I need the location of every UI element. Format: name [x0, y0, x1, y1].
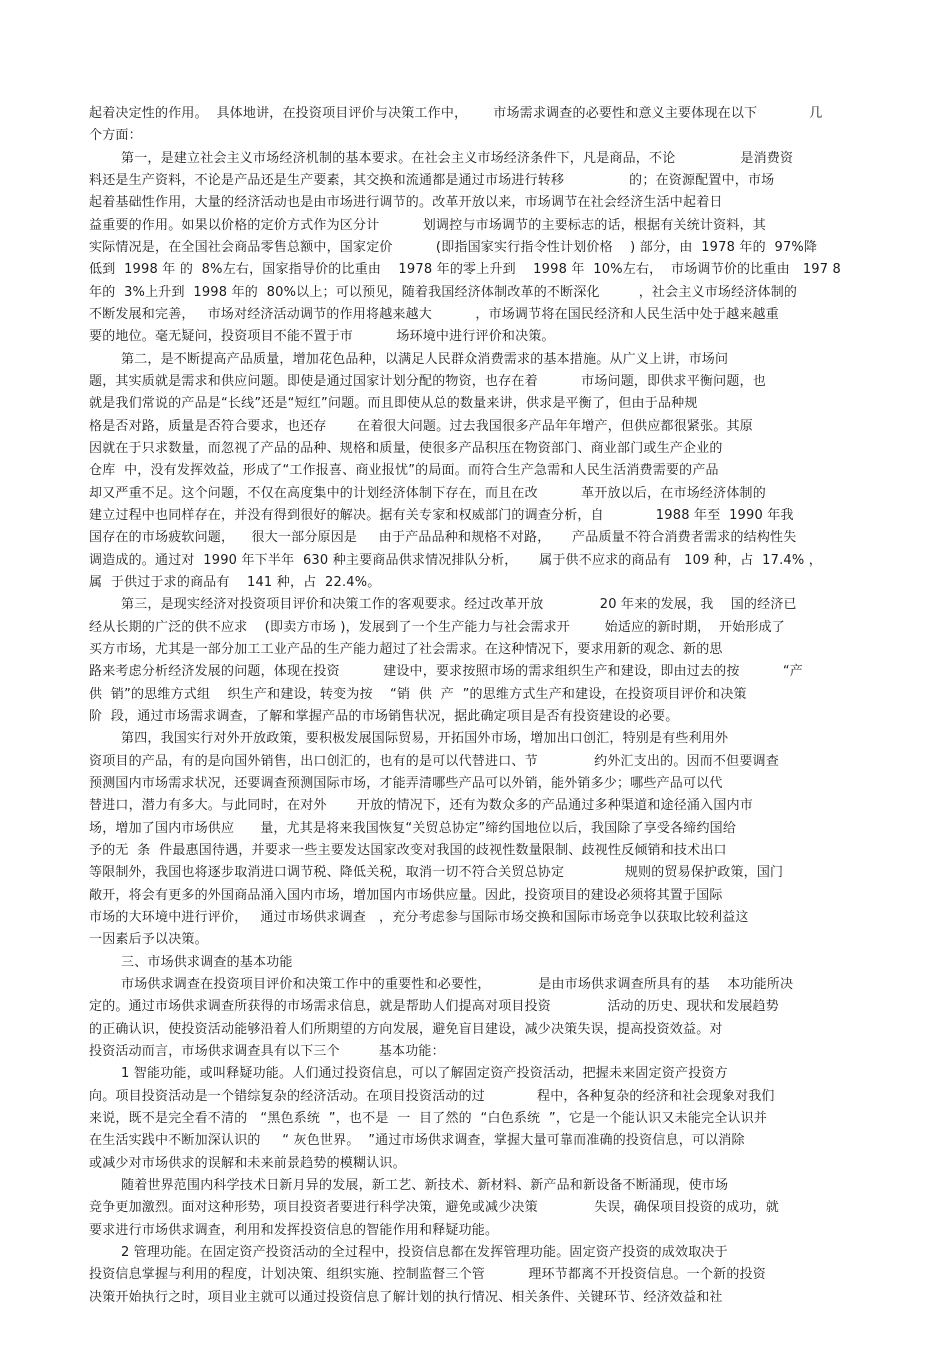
text-line: 的正确认识，使投资活动能够沿着人们所期望的方向发展，避免盲目建设，减少决策失误，提高投资效益。对	[89, 1022, 723, 1037]
text-line: 2 管理功能。在固定资产投资活动的全过程中，投资信息都在发挥管理功能。固定资产投资的成效取决于	[121, 1245, 728, 1260]
text-line: 就是我们常说的产品是“长线”还是“短红”问题。而且即使从总的数量来讲，供求是平衡了，但由于品种规	[89, 396, 698, 411]
text-line: 随着世界范围内科学技术日新月异的发展，新工艺、新技术、新材料、新产品和新设备不断涌现，使市场	[121, 1178, 729, 1193]
text-line: 料还是生产资料，不论是产品还是生产要素，其交换和流通都是通过市场进行转移 的；在资源配置中，市场	[89, 173, 775, 188]
text-line: 格是否对路，质量是否符合要求，也还存 在着很大问题。过去我国很多产品年年增产，但供应都很紧张。其原	[89, 419, 753, 434]
text-line: 却又严重不足。这个问题，不仅在高度集中的计划经济体制下存在，而且在改 革开放以后，在市场经济体制的	[89, 486, 766, 501]
text-line: 第二，是不断提高产品质量，增加花色品种，以满足人民群众消费需求的基本措施。从广义上讲，市场问	[121, 352, 729, 367]
text-line: 一因素后予以决策。	[89, 932, 208, 947]
text-line: 竞争更加激烈。面对这种形势，项目投资者要进行科学决策，避免或减少决策 失误，确保项目投资的成功，就	[89, 1200, 779, 1215]
text-line: 决策开始执行之时，项目业主就可以通过投资信息了解计划的执行情况、相关条件、关键环节、经济效益和社	[89, 1290, 723, 1305]
text-line: 题，其实质就是需求和供应问题。即使是通过国家计划分配的物资，也存在着 市场问题，即供求平衡问题，也	[89, 374, 766, 389]
text-line: 年的 3%上升到 1998 年的 80%以上；可以预见，随着我国经济体制改革的不断深化 ，社会主义市场经济体制的	[89, 285, 798, 300]
text-line: 市场供求调查在投资项目评价和决策工作中的重要性和必要性， 是由市场供求调查所具有的基 本功能所决	[121, 977, 794, 992]
text-line: 要求进行市场供求调查，利用和发挥投资信息的智能作用和释疑功能。	[89, 1223, 499, 1238]
text-line: 投资信息掌握与利用的程度，计划决策、组织实施、控制监督三个管 理环节都离不开投资信息。一个新的投资	[89, 1267, 766, 1282]
text-line: 要的地位。毫无疑问，投资项目不能不置于市 场环境中进行评价和决策。	[89, 329, 555, 344]
text-line: 调造成的。通过对 1990 年下半年 630 种主要商品供求情况排队分析， 属于供不应求的商品有 109 种，占 17.4% ，	[89, 553, 822, 568]
text-line: 路来考虑分析经济发展的问题，体现在投资 建设中，要求按照市场的需求组织生产和建设，即由过去的按 “产	[89, 664, 803, 679]
text-line: 定的。通过市场供求调查所获得的市场需求信息，就是帮助人们提高对项目投资 活动的历史、现状和发展趋势	[89, 999, 779, 1014]
text-line: 敞开，将会有更多的外国商品涌入国内市场，增加国内市场供应量。因此，投资项目的建设必须将其置于国际	[89, 888, 723, 903]
text-line: 阶 段，通过市场需求调查，了解和掌握产品的市场销售状况，据此确定项目是否有投资建设的必要。	[89, 709, 679, 724]
text-line: 场，增加了国内市场供应 量，尤其是将来我国恢复“关贸总协定”缔约国地位以后，我国除了享受各缔约国给	[89, 821, 737, 836]
text-line: 在生活实践中不断加深认识的 “ 灰色世界。 ”通过市场供求调查，掌握大量可靠而准确的投资信息，可以消除	[89, 1133, 745, 1148]
text-line: 予的无 条 件最惠国待遇，并要求一些主要发达国家改变对我国的歧视性数量限制、歧视性反倾销和技术出口	[89, 843, 727, 858]
text-line: 等限制外，我国也将逐步取消进口调节税、降低关税，取消一切不符合关贸总协定 规则的贸易保护政策，国门	[89, 865, 784, 880]
text-line: 起着决定性的作用。 具体地讲，在投资项目评价与决策工作中， 市场需求调查的必要性和意义主要体现在以下 几	[89, 106, 823, 121]
text-line: 不断发展和完善， 市场对经济活动调节的作用将越来越大 ，市场调节将在国民经济和人民生活中处于越来越重	[89, 307, 779, 322]
text-line: 买方市场，尤其是一部分加工工业产品的生产能力超过了社会需求。在这种情况下，要求用新的观念、新的思	[89, 642, 723, 657]
text-line: 来说，既不是完全看不清的 “黑色系统 ”，也不是 一 目了然的 “白色系统 ”，它是一个能认识又未能完全认识并	[89, 1111, 768, 1126]
text-line: 经从长期的广泛的供不应求 (即卖方市场 )，发展到了一个生产能力与社会需求开 始适应的新时期， 开始形成了	[89, 620, 785, 635]
text-line: 低到 1998 年 的 8%左右，国家指导价的比重由 1978 年的零上升到 1998 年 10%左右， 市场调节价的比重由 197 8	[89, 262, 842, 277]
text-line: 属 于供过于求的商品有 141 种，占 22.4%。	[89, 575, 381, 590]
text-line: 向。项目投资活动是一个错综复杂的经济活动。在项目投资活动的过 程中，各种复杂的经济和社会现象对我们	[89, 1089, 775, 1104]
text-line: 建立过程中也同样存在，并没有得到很好的解决。据有关专家和权威部门的调查分析，自 1988 年至 1990 年我	[89, 508, 794, 523]
text-line: 第一，是建立社会主义市场经济机制的基本要求。在社会主义市场经济条件下，凡是商品，不论 是消费资	[121, 151, 794, 166]
text-line: 第三，是现实经济对投资项目评价和决策工作的客观要求。经过改革开放 20 年来的发展，我 国的经济已	[121, 597, 797, 612]
text-line: 第四，我国实行对外开放政策，要积极发展国际贸易，开拓国外市场，增加出口创汇，特别是有些利用外	[121, 731, 729, 746]
text-line: 预测国内市场需求状况，还要调查预测国际市场，才能弄清哪些产品可以外销，能外销多少；哪些产品可以代	[89, 776, 723, 791]
text-line: 供 销”的思维方式组 织生产和建设，转变为按 “销 供 产 ”的思维方式生产和建设，在投资项目评价和决策	[89, 687, 747, 702]
text-line: 投资活动而言，市场供求调查具有以下三个 基本功能：	[89, 1044, 445, 1059]
text-line: 市场的大环境中进行评价， 通过市场供求调查 ，充分考虑参与国际市场交换和国际市场竞争以获取比较利益这	[89, 910, 749, 925]
section-heading: 三、市场供求调查的基本功能	[121, 955, 293, 970]
text-line: 资项目的产品，有的是向国外销售，出口创汇的，也有的是可以代替进口、节 约外汇支出的。因而不但要调查	[89, 754, 779, 769]
text-line: 1 智能功能，或叫释疑功能。人们通过投资信息，可以了解固定资产投资活动，把握未来固定资产投资方	[121, 1066, 728, 1081]
text-line: 国存在的市场疲软问题， 很大一部分原因是 由于产品品种和规格不对路， 产品质量不符合消费者需求的结构性失	[89, 530, 797, 545]
text-line: 起着基础性作用，大量的经济活动也是由市场进行调节的。改革开放以来，市场调节在社会经济生活中起着日	[89, 195, 723, 210]
text-line: 益重要的作用。如果以价格的定价方式作为区分计 划调控与市场调节的主要标志的话，根据有关统计资料，其	[89, 218, 766, 233]
text-line: 仓库 中，没有发挥效益，形成了“工作报喜、商业报忧”的局面。而符合生产急需和人民生活消费需要的产品	[89, 463, 719, 478]
text-line: 或减少对市场供求的误解和未来前景趋势的模糊认识。	[89, 1156, 406, 1171]
text-line: 实际情况是，在全国社会商品零售总额中，国家定价 (即指国家实行指令性计划价格 ) 部分，由 1978 年的 97%降	[89, 240, 818, 255]
text-line: 因就在于只求数量，而忽视了产品的品种、规格和质量，使很多产品积压在物资部门、商业部门或生产企业的	[89, 441, 723, 456]
text-line: 个方面：	[89, 128, 142, 143]
text-line: 替进口，潜力有多大。与此同时，在对外 开放的情况下，还有为数众多的产品通过多种渠道和途径涌入国内市	[89, 798, 753, 813]
